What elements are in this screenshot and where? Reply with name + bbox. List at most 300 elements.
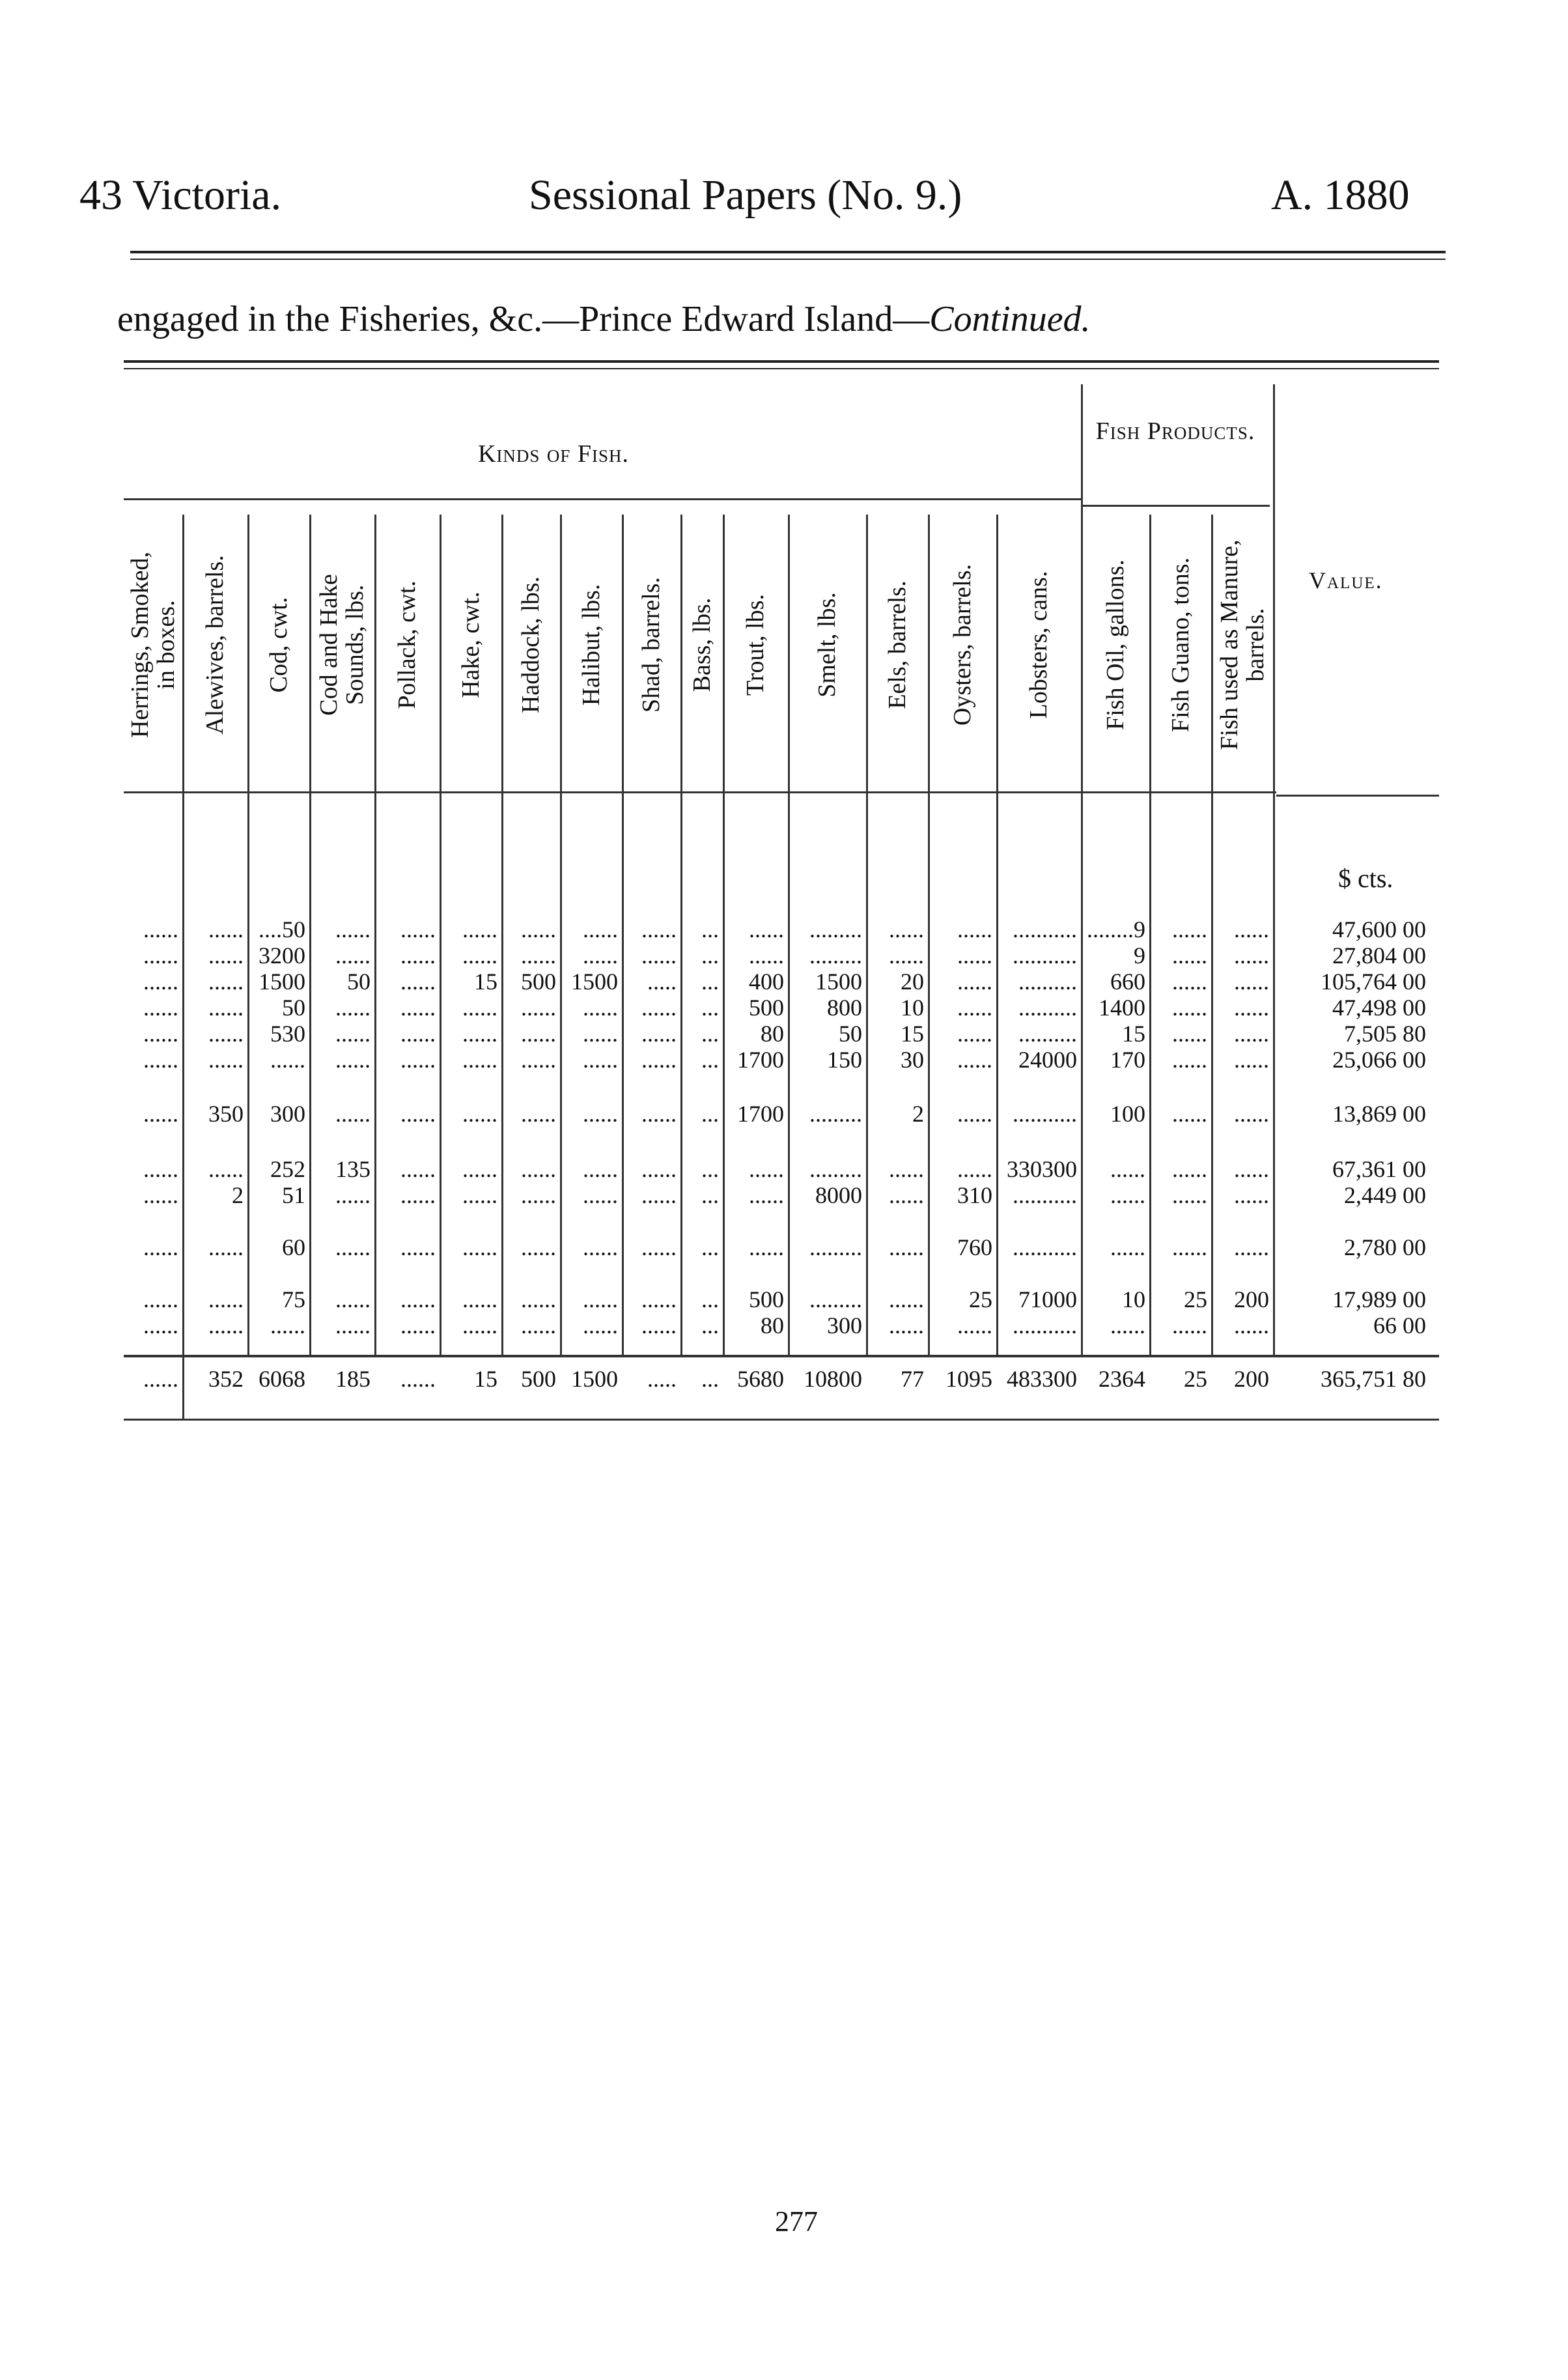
totals-row-cell: 500 [521,1366,556,1392]
table-row-cell: 15 [1122,1021,1145,1047]
table-row-cell: 75 [282,1286,305,1312]
table-rule [124,1355,1439,1357]
table-row-cell: ..... [647,969,677,995]
table-row-cell: ...... [641,1234,677,1260]
column-divider [501,515,503,1355]
table-rule [124,791,1276,793]
table-row-cell: ...... [583,1234,618,1260]
table-row-cell: ...... [208,942,244,969]
table-row-cell: ...... [641,1156,677,1182]
table-row-cell: ...... [641,995,677,1021]
table-row-cell: 500 [749,995,784,1021]
table-row-cell: ...... [749,1182,784,1208]
totals-row-cell: 77 [901,1366,924,1392]
table-row-cell: ...... [1110,1182,1145,1208]
table-row-cell: 71000 [1018,1286,1077,1312]
table-row-cell: ...... [1234,1182,1269,1208]
table-row-cell: ...... [583,1312,618,1339]
table-row-cell: ...... [400,969,436,995]
totals-row-cell: 15 [474,1366,497,1392]
table-row-cell: ...... [143,1101,178,1127]
table-row-cell: ...... [583,1021,618,1047]
column-header [788,515,866,775]
table-row-cell: 9 [1134,942,1145,969]
table-row-cell: ...... [957,916,992,942]
column-divider [1149,515,1151,1355]
totals-row-cell: ...... [400,1366,436,1392]
column-header-label: Pollack, cwt. [393,580,421,709]
table-row-cell: 50 [839,1021,862,1047]
table-row-value: 47,600 00 [1332,916,1426,942]
table-row-cell: ...... [641,1021,677,1047]
table-row-cell: ...... [521,1047,556,1073]
table-row-cell: ...... [462,1286,497,1312]
table-row-cell: ...... [889,916,924,942]
table-row-cell: ...... [1234,1312,1269,1339]
table-row-cell: ...... [1234,995,1269,1021]
table-row-cell: 1500 [259,969,305,995]
table-row-cell: .......... [1018,995,1077,1021]
column-divider [182,1357,184,1419]
table-row-cell: ...... [462,1101,497,1127]
table-row-cell: 500 [749,1286,784,1312]
table-row-cell: ...... [335,1101,371,1127]
table-rule [1081,505,1270,507]
table-row-cell: ...... [335,1047,371,1073]
table-rule [1276,795,1439,797]
column-divider [622,515,624,1355]
table-row-cell: ...... [462,1312,497,1339]
table-row-cell: 530 [270,1021,305,1047]
totals-row-cell: 352 [208,1366,244,1392]
table-row-value: 7,505 80 [1344,1021,1426,1047]
table-row-cell: ...... [143,1021,178,1047]
table-row-cell: ...... [143,1234,178,1260]
group-header-fish-products: Fish Products. [1095,418,1255,445]
table-row-cell: ... [701,916,719,942]
table-row-cell: ...... [641,916,677,942]
table-row-cell: 51 [282,1182,305,1208]
table-row-cell: ...... [1172,1047,1207,1073]
table-row-cell: ...... [1172,1021,1207,1047]
table-row-cell: 15 [901,1021,924,1047]
table-row-cell: ... [701,1312,719,1339]
table-row-cell: ...... [400,1312,436,1339]
table-row-cell: ...... [335,1021,371,1047]
table-row-value: 47,498 00 [1332,995,1426,1021]
table-row-cell: 760 [957,1234,992,1260]
table-row-cell: ...... [1234,1021,1269,1047]
table-row-cell: 50 [347,969,371,995]
column-header [440,515,501,775]
table-row-cell: ...... [521,1101,556,1127]
column-header [996,515,1081,775]
table-rule [124,1419,1439,1421]
table-row-cell: ...... [335,916,371,942]
table-rule [124,498,1081,500]
table-row-cell: ... [701,1021,719,1047]
table-row-cell: 3200 [259,942,305,969]
column-header [560,515,622,775]
totals-row-cell: ..... [647,1366,677,1392]
table-row-cell: ...... [641,1312,677,1339]
header-left: 43 Victoria. [79,171,282,219]
table-row-cell: ...... [335,942,371,969]
table-row-cell: ...... [641,942,677,969]
table-row-cell: ...... [1234,1156,1269,1182]
table-row-cell: 252 [270,1156,305,1182]
column-header-label-line2: Sounds, lbs. [341,584,369,705]
table-row-cell: 100 [1110,1101,1145,1127]
table-row-cell: ...... [1110,1312,1145,1339]
column-divider [1211,515,1213,1355]
table-row-cell: ...... [583,995,618,1021]
table-row-cell: ...... [1234,942,1269,969]
table-row-cell: 310 [957,1182,992,1208]
table-row-cell: ...... [1172,1156,1207,1182]
table-row-cell: ...... [143,1047,178,1073]
table-row-cell: 170 [1110,1047,1145,1073]
table-row-cell: ...... [335,1182,371,1208]
table-row-cell: ...... [583,1101,618,1127]
table-row-cell: ... [701,1182,719,1208]
table-row-cell: ...... [521,1312,556,1339]
totals-row-cell: 200 [1234,1366,1269,1392]
page-number: 277 [775,2205,818,2237]
table-row-cell: ... [701,942,719,969]
table-row-cell: ......... [809,942,862,969]
table-row-cell: 25 [969,1286,992,1312]
table-row-cell: ...... [208,1021,244,1047]
column-header [866,515,928,775]
column-divider [788,515,790,1355]
column-header-label: Alewives, barrels. [201,555,229,735]
column-header [1149,515,1211,775]
table-row-cell: ...... [143,1182,178,1208]
table-row-cell: 300 [270,1101,305,1127]
table-row-cell: ...... [1172,1234,1207,1260]
column-header-label: Oysters, barrels. [948,564,976,726]
table-row-cell: 135 [335,1156,371,1182]
column-header [1081,515,1149,775]
table-row-cell: 30 [901,1047,924,1073]
column-header [622,515,680,775]
totals-row-cell: 483300 [1007,1366,1077,1392]
column-header-label: Cod, cwt. [264,597,292,693]
table-row-cell: ...... [462,1047,497,1073]
table-row-cell: 8000 [815,1182,862,1208]
table-row-cell: ...... [583,942,618,969]
table-row-cell: ...... [400,1156,436,1182]
column-header [124,515,182,775]
column-divider [680,515,682,1355]
table-row-cell: ...... [1172,1101,1207,1127]
column-divider [866,515,868,1355]
table-row-cell: ...... [335,995,371,1021]
table-row-cell: ...... [1234,969,1269,995]
table-row-cell: ...... [749,1234,784,1260]
column-header [374,515,440,775]
totals-row-cell: ... [701,1366,719,1392]
table-row-cell: ........... [1013,916,1077,942]
table-row-cell: 350 [208,1101,244,1127]
table-row-cell: ...... [270,1047,305,1073]
table-row-cell: ...... [462,1021,497,1047]
group-header-kinds-of-fish: Kinds of Fish. [477,440,630,468]
column-header-label: Fish used as Manure, barrels. [1215,539,1269,750]
table-row-cell: ......... [809,1101,862,1127]
table-row-cell: ...... [208,1286,244,1312]
table-row-cell: ...... [889,942,924,969]
cts-header: $ cts. [1338,864,1393,893]
column-divider [1081,384,1083,1355]
page-subtitle [117,298,1091,340]
table-row-cell: ...... [335,1312,371,1339]
table-row-cell: ...... [270,1312,305,1339]
table-row-cell: ...... [1172,1182,1207,1208]
table-row-cell: 200 [1234,1286,1269,1312]
totals-row-value: 365,751 80 [1321,1366,1426,1392]
table-row-cell: 150 [827,1047,862,1073]
table-row-cell: ...... [143,1156,178,1182]
column-header-label-line2: in boxes. [152,600,180,690]
table-row-cell: 60 [282,1234,305,1260]
table-row-cell: ...... [143,1312,178,1339]
column-divider [1273,384,1275,1355]
table-row-cell: ...... [583,1182,618,1208]
table-row-cell: ...... [1172,969,1207,995]
table-row-value: 17,989 00 [1332,1286,1426,1312]
table-row-cell: ...... [143,995,178,1021]
column-header [680,515,723,775]
table-row-cell: ... [701,1156,719,1182]
table-row-cell: 20 [901,969,924,995]
column-header-label: Fish Oil, gallons. [1101,560,1129,730]
column-divider [374,515,376,1355]
table-row-cell: ...... [957,942,992,969]
table-row-cell: ...... [1172,942,1207,969]
table-row-cell: ... [701,1234,719,1260]
table-row-cell: ...... [143,916,178,942]
table-row-cell: ...... [749,916,784,942]
table-row-cell: ...... [957,1021,992,1047]
table-row-cell: ...... [208,1156,244,1182]
column-divider [182,515,184,1355]
table-row-cell: ... [701,1047,719,1073]
table-row-cell: ...... [749,942,784,969]
table-row-cell: ... [701,1101,719,1127]
totals-row-cell: 1500 [571,1366,618,1392]
column-divider [996,515,998,1355]
table-row-value: 25,066 00 [1332,1047,1426,1073]
totals-row-cell: 5680 [737,1366,784,1392]
table-row-value: 27,804 00 [1332,942,1426,969]
totals-row-cell: 6068 [259,1366,305,1392]
table-row-cell: 1400 [1099,995,1145,1021]
column-header-label: Smelt, lbs. [813,592,841,698]
totals-row-cell: 1095 [945,1366,992,1392]
table-row-cell: 50 [282,995,305,1021]
column-header-label: Herrings, Smoked, in boxes. [126,551,180,739]
table-row-cell: ...... [400,1047,436,1073]
table-row-cell: 330300 [1007,1156,1077,1182]
table-row-cell: 2 [232,1182,244,1208]
column-header-label: Halibut, lbs. [577,584,605,706]
table-row-cell: ...... [957,995,992,1021]
table-row-cell: ...... [521,1182,556,1208]
table-row-value: 67,361 00 [1332,1156,1426,1182]
table-row-cell: 1500 [571,969,618,995]
table-row-cell: ...... [521,1234,556,1260]
table-row-cell: ....50 [259,916,305,942]
subtitle-text: engaged in the Fisheries, &c.—Prince Edward Island— [117,299,930,339]
table-row-cell: ...... [462,942,497,969]
table-row-cell: ...... [208,969,244,995]
column-divider [723,515,725,1355]
table-row-cell: 10 [901,995,924,1021]
column-header-label: Haddock, lbs. [517,576,544,714]
column-header [1211,515,1273,775]
table-row-cell: ... [701,1286,719,1312]
table-row-cell: ........... [1013,1234,1077,1260]
table-row-cell: ...... [521,942,556,969]
column-header [928,515,996,775]
table-row-cell: ...... [1172,995,1207,1021]
table-row-cell: 500 [521,969,556,995]
column-header-label: Shad, barrels. [637,577,665,713]
table-row-cell: ...... [208,916,244,942]
table-row-cell: ...... [462,1182,497,1208]
header-right: A. 1880 [1271,171,1410,219]
table-row-cell: 400 [749,969,784,995]
column-divider [560,515,562,1355]
table-row-value: 66 00 [1373,1312,1426,1339]
table-row-cell: ... [701,969,719,995]
totals-row-cell: 2364 [1099,1366,1145,1392]
column-header-label: Hake, cwt. [456,591,484,698]
column-header [723,515,788,775]
table-row-cell: ...... [521,995,556,1021]
table-row-cell: ...... [462,995,497,1021]
table-row-cell: ...... [641,1182,677,1208]
table-row-cell: ........9 [1087,916,1145,942]
table-row-cell: ...... [889,1156,924,1182]
table-row-cell: ...... [462,916,497,942]
table-row-cell: 15 [474,969,497,995]
table-row-cell: ...... [1110,1156,1145,1182]
table-row-cell: ...... [749,1156,784,1182]
table-row-cell: ...... [957,969,992,995]
table-row-cell: ...... [889,1286,924,1312]
table-row-cell: ...... [400,1234,436,1260]
table-row-cell: ...... [400,995,436,1021]
table-row-cell: ...... [957,1156,992,1182]
column-header-label: Lobsters, cans. [1025,571,1052,719]
table-row-cell: ...... [400,1182,436,1208]
column-header [309,515,374,775]
table-row-cell: ...... [641,1286,677,1312]
totals-row-cell: 185 [335,1366,371,1392]
table-row-cell: ...... [957,1047,992,1073]
table-row-cell: ...... [143,942,178,969]
table-row-value: 2,780 00 [1344,1234,1426,1260]
table-row-cell: 800 [827,995,862,1021]
table-row-cell: ...... [521,916,556,942]
subtitle-continued: Continued. [929,299,1091,339]
table-row-cell: ...... [143,969,178,995]
table-row-cell: 80 [761,1312,784,1339]
table-row-cell: ...... [400,1021,436,1047]
table-row-cell: ......... [809,916,862,942]
table-row-cell: .......... [1018,969,1077,995]
table-row-cell: 25 [1184,1286,1207,1312]
table-row-cell: ...... [335,1234,371,1260]
table-row-cell: ...... [957,1312,992,1339]
table-row-cell: ...... [208,1234,244,1260]
table-row-cell: 1500 [815,969,862,995]
table-row-cell: ...... [641,1047,677,1073]
table-row-cell: ........... [1013,1182,1077,1208]
table-row-cell: ...... [521,1286,556,1312]
table-row-cell: 1700 [737,1101,784,1127]
table-row-cell: ...... [208,995,244,1021]
table-row-cell: ...... [583,1047,618,1073]
column-header [501,515,560,775]
table-row-cell: ...... [400,1286,436,1312]
column-header-label: Cod and Hake Sounds, lbs. [315,574,369,716]
table-row-cell: ......... [809,1286,862,1312]
table-row-cell: ...... [462,1156,497,1182]
table-row-cell: ...... [583,916,618,942]
table-row-cell: ...... [889,1234,924,1260]
table-row-cell: 1700 [737,1047,784,1073]
table-row-cell: 300 [827,1312,862,1339]
table-row-cell: ...... [521,1021,556,1047]
table-row-cell: ...... [335,1286,371,1312]
table-row-cell: ...... [641,1101,677,1127]
table-row-value: 105,764 00 [1321,969,1426,995]
column-divider [440,515,441,1355]
column-divider [247,515,249,1355]
table-row-cell: 24000 [1018,1047,1077,1073]
table-row-cell: ...... [957,1101,992,1127]
column-header-label: Bass, lbs. [688,597,716,692]
column-header [247,515,309,775]
table-row-cell: ...... [1172,916,1207,942]
totals-row-cell: 10800 [804,1366,862,1392]
table-row-cell: ........... [1013,1101,1077,1127]
table-row-cell: ...... [400,942,436,969]
value-header: Value. [1309,567,1383,593]
table-row-cell: ...... [208,1047,244,1073]
table-row-cell: ...... [889,1182,924,1208]
totals-row-cell: 25 [1184,1366,1207,1392]
table-row-cell: 660 [1110,969,1145,995]
table-row-cell: ... [701,995,719,1021]
table-row-cell: ...... [583,1286,618,1312]
table-row-cell: ...... [208,1312,244,1339]
column-header-label: Eels, barrels. [883,580,911,709]
table-row-cell: ...... [143,1286,178,1312]
table-row-cell: ...... [889,1312,924,1339]
table-row-value: 2,449 00 [1344,1182,1426,1208]
table-row-cell: ......... [809,1156,862,1182]
column-header-label-line2: barrels. [1241,608,1269,682]
table-row-cell: 10 [1122,1286,1145,1312]
table-row-cell: ........... [1013,942,1077,969]
table-row-cell: ...... [1234,1234,1269,1260]
table-row-cell: ........... [1013,1312,1077,1339]
